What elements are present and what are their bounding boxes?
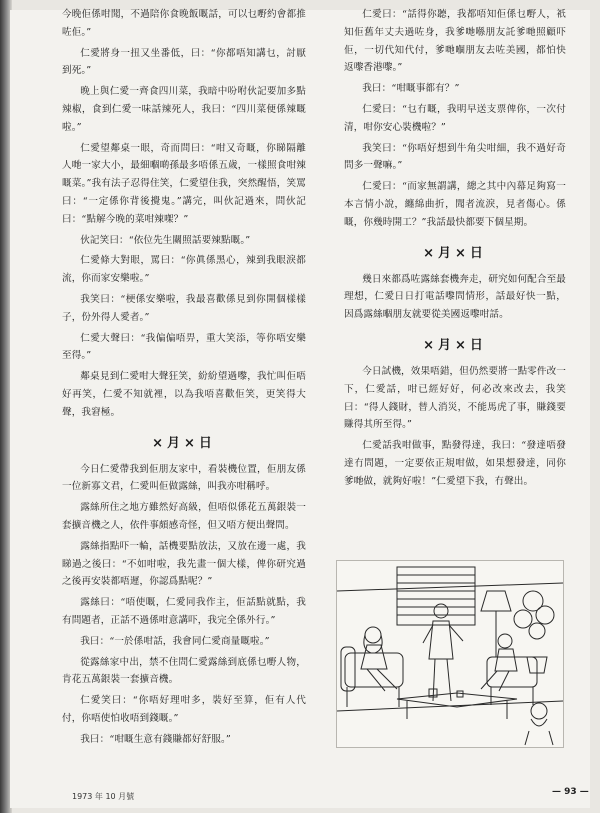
living-room-illustration bbox=[336, 560, 564, 748]
paragraph: 我曰：“一於係咁話，我會同仁愛商量嘅啦。” bbox=[80, 635, 270, 647]
paragraph: 仁愛大聲曰：“我偏偏唔畀，重大笑添，等你唔安樂至得。” bbox=[62, 332, 306, 362]
section-date-heading: ×月×日 bbox=[152, 435, 216, 451]
paragraph: 露絲所住之地方雖然好高級，但唔似係花五萬銀裝一套擴音機之人，依件事頗感奇怪，但又唔方便出聲問。 bbox=[62, 502, 306, 531]
paragraph: 仁愛曰：“乜冇嘅，我明早送支票俾你，一次付清，咁你安心裝機啦？” bbox=[344, 103, 566, 133]
paragraph: 仁愛話我咁做事，點發得達，我曰：“發達唔發達冇問題，一定要依正規咁做，如果想發達，同你爹哋做，就夠好啦！”仁愛望下我，冇聲出。 bbox=[344, 440, 566, 487]
paragraph: 伙記笑曰：“依位先生關照話要辣點嘅。” bbox=[80, 234, 251, 246]
paragraph: 露絲指點吓一輪，話機要點放法，又放在邊一處，我睇過之後曰：“不如咁啦，我先畫一個大樣，俾你研究過之後再安裝都唔遲，你認爲點呢？” bbox=[62, 540, 306, 588]
section-date-heading: ×月×日 bbox=[423, 245, 487, 261]
section-date-heading: ×月×日 bbox=[423, 337, 487, 353]
paragraph: 我笑曰：“你唔好想到牛角尖咁細，我不過好奇問多一聲嘛。” bbox=[344, 142, 566, 172]
paragraph: 我曰：“咁嘅事都有？” bbox=[362, 83, 460, 95]
paragraph: 仁愛曰：“話得你聽，我都唔知佢係乜嘢人，祇知佢舊年丈夫過咗身，我爹哋喺朋友託爹哋照顧吓佢，一切代知代付，爹哋嗰朋友去咗美國，都怕快返嚟香港嚟。” bbox=[344, 9, 566, 74]
illustration-drawing bbox=[337, 561, 563, 747]
paragraph: 今日試機，效果唔錯，但仍然要將一點零件改一下，仁愛話，咁已經好好，何必改來改去，我笑曰：“得人錢財，替人消災，不能馬虎了事，賺錢要賺得其所至得。” bbox=[344, 365, 566, 431]
paragraph: 我笑曰：“梗係安樂啦，我最喜歡係見到你開個樣樣子，份外得人愛者。” bbox=[62, 293, 306, 323]
paragraph: 仁愛將身一扭又坐番低，曰：“你都唔知講乜，討厭到死。” bbox=[62, 47, 306, 77]
paragraph: 我曰：“咁嘅生意有錢賺都好舒服。” bbox=[80, 733, 231, 745]
paragraph: 仁愛笑曰：“你唔好理咁多，裝好至算，佢有人代付，你唔使怕收唔到錢嘅。” bbox=[62, 695, 306, 724]
paragraph: 仁愛條大對眼，罵曰：“你眞係黑心，辣到我眼淚都流，你而家安樂啦。” bbox=[62, 255, 306, 285]
issue-date: 1973 年 10 月號 bbox=[72, 792, 135, 801]
paragraph: 今日仁愛帶我到佢朋友家中，看裝機位置，佢朋友係一位新寡文君，仁愛叫佢做露絲，叫我亦咁稱呼。 bbox=[62, 463, 306, 493]
paragraph: 仁愛望鄰桌一眼，奇而問曰：“咁又奇嘅，你睇隔離人哋一家大小，最細嗰啲孫最多唔係五歲，一樣照食咁辣嘅菜。”我有法子忍得住笑，仁愛望住我，突然醒悟，笑罵曰：“一定係你背後攪鬼。”講完，叫伙記過來，問伙記曰：“點解今晚的菜咁辣㗎？” bbox=[62, 142, 306, 225]
paragraph: 仁愛曰：“而家無謂講，總之其中內幕足夠寫一本言情小說，纏綿曲折，聞者流淚，見者傷心。係嘅，你幾時開工？”我話最快都要下個星期。 bbox=[344, 181, 566, 228]
paragraph: 鄰桌見到仁愛咁大聲狂笑，紛紛望過嚟，我忙叫佢唔好再笑，仁愛不知就裡，以為我唔喜歡佢笑，更笑得大聲，我窘極。 bbox=[62, 371, 306, 418]
left-column bbox=[62, 6, 306, 751]
paragraph: 幾日來都爲咗露絲套機奔走，研究如何配合至最理想，仁愛日日打電話嚟問情形，話最好快一點，因爲露絲嗰朋友就要從美國返嚟咁話。 bbox=[344, 273, 566, 321]
paragraph: 從露絲家中出，禁不住問仁愛露絲到底係乜嘢人物，肯花五萬銀裝一套擴音機。 bbox=[62, 656, 306, 686]
paragraph: 露絲曰：“唔使嘅，仁愛同我作主，佢話點就點，我有問題者，正話不過係咁意講吓，我完全係外行。” bbox=[62, 597, 306, 626]
paragraph: 晚上與仁愛一齊食四川菜，我暗中吩咐伙記要加多點辣椒，食到仁愛一味話辣死人，我曰：“四川菜便係辣嘅啦。” bbox=[62, 86, 306, 133]
paragraph: 今晚佢係咁聞，不過陪你食晚飯嘅話，可以乜嘢約會都推咗佢。” bbox=[62, 9, 306, 38]
right-column bbox=[344, 6, 566, 494]
page-number: — 93 — bbox=[552, 787, 589, 797]
